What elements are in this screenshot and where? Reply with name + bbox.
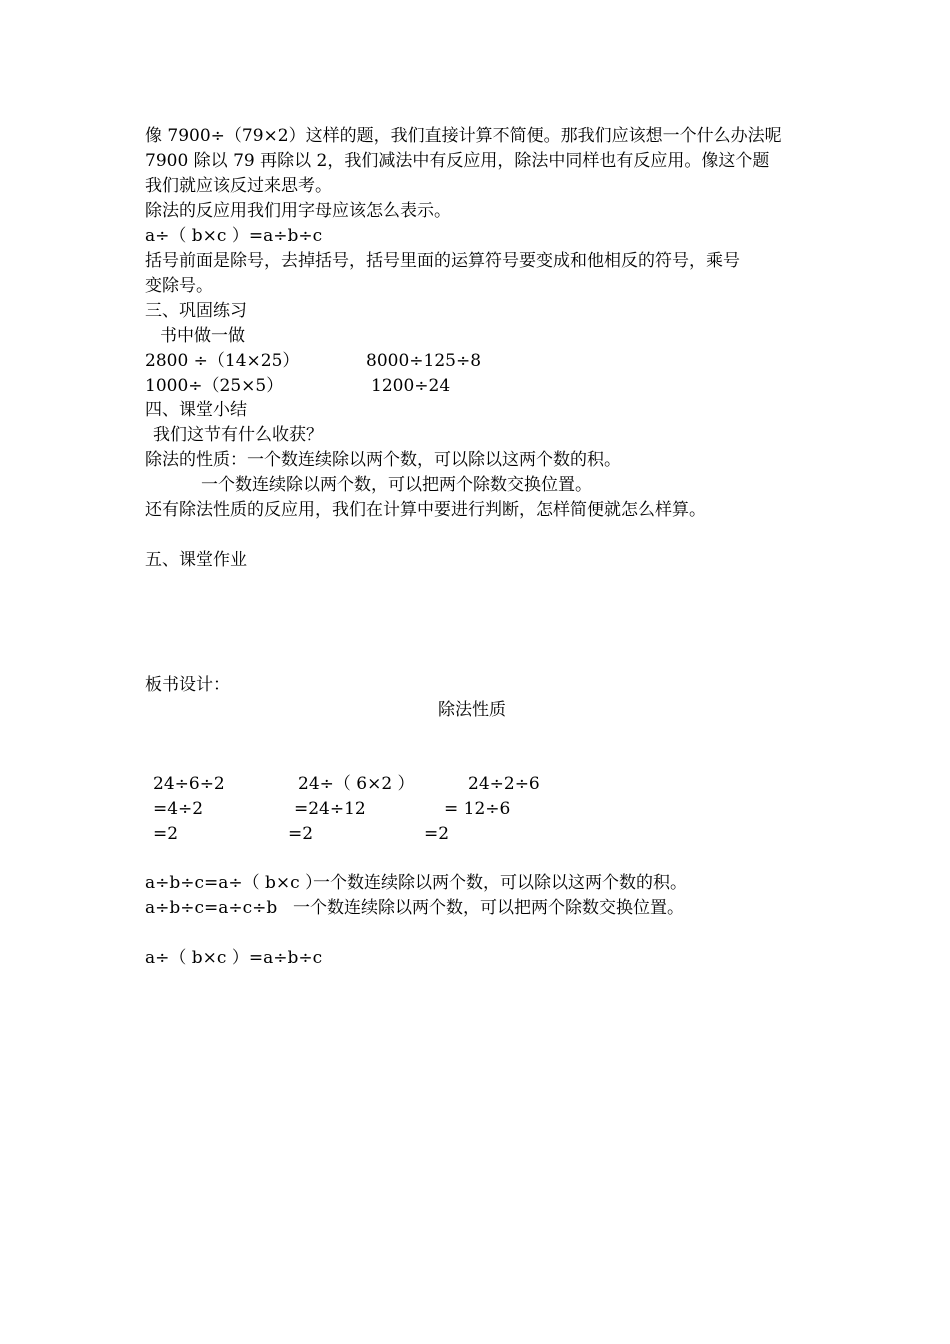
board-formula-1: a÷b÷c=a÷（ b×c ） (145, 873, 323, 893)
intro-line-3: 我们就应该反过来思考。 (145, 176, 332, 196)
formula-reverse: a÷（ b×c ）=a÷b÷c (145, 226, 323, 246)
board-col3-row1: 24÷2÷6 (468, 774, 540, 794)
board-heading: 板书设计： (145, 675, 230, 695)
board-formula-2-desc: 一个数连续除以两个数，可以把两个除数交换位置。 (293, 898, 684, 918)
board-formula-1-desc: 一个数连续除以两个数，可以除以这两个数的积。 (313, 873, 687, 893)
intro-line-1: 像 7900÷（79×2）这样的题，我们直接计算不简便。那我们应该想一个什么办法呢 (145, 126, 782, 146)
practice-subheading: 书中做一做 (160, 326, 245, 346)
intro-line-4: 除法的反应用我们用字母应该怎么表示。 (145, 201, 451, 221)
summary-question: 我们这节有什么收获？ (153, 425, 323, 445)
summary-property-2: 一个数连续除以两个数，可以把两个除数交换位置。 (201, 475, 592, 495)
intro-line-2: 7900 除以 79 再除以 2，我们减法中有反应用，除法中同样也有反应用。像这个题 (145, 151, 770, 171)
intro-line-7: 变除号。 (145, 276, 213, 296)
practice-item-4: 1200÷24 (371, 376, 451, 396)
section-homework-heading: 五、课堂作业 (145, 550, 247, 570)
board-col1-row1: 24÷6÷2 (153, 774, 225, 794)
practice-item-3: 1000÷（25×5） (145, 376, 284, 396)
intro-line-6: 括号前面是除号，去掉括号，括号里面的运算符号要变成和他相反的符号，乘号 (145, 251, 740, 271)
board-formula-2: a÷b÷c=a÷c÷b (145, 898, 278, 918)
board-col1-row2: =4÷2 (153, 799, 204, 819)
board-col3-row3: =2 (424, 824, 450, 844)
board-col2-row1: 24÷（ 6×2 ） (298, 774, 415, 794)
summary-note: 还有除法性质的反应用，我们在计算中要进行判断，怎样简便就怎么样算。 (145, 500, 706, 520)
practice-item-1: 2800 ÷（14×25） (145, 351, 300, 371)
board-col2-row3: =2 (288, 824, 314, 844)
board-col2-row2: =24÷12 (294, 799, 366, 819)
board-col1-row3: =2 (153, 824, 179, 844)
board-col3-row2: = 12÷6 (444, 799, 511, 819)
board-formula-3: a÷（ b×c ）=a÷b÷c (145, 948, 323, 968)
summary-property-1: 除法的性质：一个数连续除以两个数，可以除以这两个数的积。 (145, 450, 621, 470)
board-title: 除法性质 (438, 700, 506, 720)
practice-item-2: 8000÷125÷8 (366, 351, 482, 371)
section-practice-heading: 三、巩固练习 (145, 301, 247, 321)
section-summary-heading: 四、课堂小结 (145, 400, 247, 420)
